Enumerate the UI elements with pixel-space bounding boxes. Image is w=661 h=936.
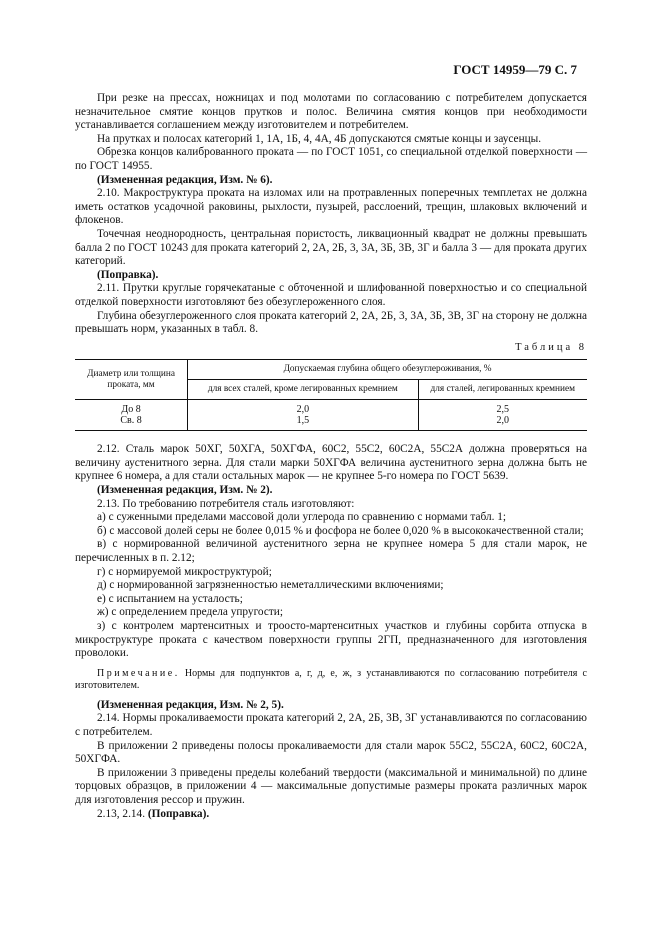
paragraph: 2.11. Прутки круглые горячекатаные с обточенной и шлифованной поверхностью и со специальной отделкой поверхности изготовляют без обезуглероженного слоя. (75, 282, 587, 308)
paragraph: 2.13. По требованию потребителя сталь изготовляют: (97, 497, 355, 510)
cell-all: 2,0 (188, 400, 418, 416)
note-text: Нормы для подпунктов а, г, д, е, ж, з устанавливаются по согласованию потребителя с изготовителем. (75, 667, 587, 691)
cell-si: 2,0 (418, 415, 587, 431)
paragraph: На прутках и полосах категорий 1, 1А, 1Б, 4, 4А, 4Б допускаются смятые концы и заусенцы. (97, 132, 542, 145)
last-line-prefix: 2.13, 2.14. (97, 807, 148, 820)
cell-si: 2,5 (418, 400, 587, 416)
paragraph: д) с нормированной загрязненностью неметаллическими включениями; (97, 579, 444, 592)
paragraph: Глубина обезуглероженного слоя проката категорий 2, 2А, 2Б, 3, 3А, 3Б, 3В, 3Г на сторону не должна превышать норм, указанных в табл. 8. (75, 309, 587, 336)
cell-size: До 8 (121, 404, 141, 416)
paragraph: б) с массовой долей серы не более 0,015 % и фосфора не более 0,020 % в высококачественной стали; (97, 524, 584, 537)
cell-size: Св. 8 (75, 415, 188, 431)
note-label: Примечание. (97, 667, 180, 679)
paragraph: (Поправка). (97, 268, 159, 281)
paragraph: г) с нормируемой микроструктурой; (97, 565, 272, 578)
paragraph: В приложении 2 приведены полосы прокаливаемости для стали марок 55С2, 55С2А, 60С2, 60С2А, 50ХГФА. (75, 739, 587, 766)
paragraphs-block-3 (75, 699, 587, 808)
note (75, 668, 587, 692)
paragraph: Точечная неоднородность, центральная пористость, ликвационный квадрат не должны превышать балла 2 по ГОСТ 10243 для проката категорий 2, 2А, 2Б, 3, 3А, 3Б, 3В, 3Г и балла 3 — для проката других категорий. (75, 227, 587, 268)
table-caption: Таблица 8 (515, 341, 587, 353)
col-header-size: Диаметр или толщина проката, мм (75, 360, 188, 400)
col-header-all: для всех сталей, кроме легированных кремнием (188, 380, 418, 400)
paragraph: 2.14. Нормы прокаливаемости проката категорий 2, 2А, 2Б, 3В, 3Г устанавливаются по согласованию с потребителем. (75, 712, 587, 738)
paragraph: При резке на прессах, ножницах и под молотами по согласованию с потребителем допускается незначительное смятие концов прутков и полос. Величина смятия концов при необходимости устанавливается соглашением между изготовителем и потребителем. (75, 92, 587, 132)
paragraph: Обрезка концов калиброванного проката — по ГОСТ 1051, со специальной отделкой поверхности — по ГОСТ 14955. (75, 146, 587, 172)
table-row (75, 415, 587, 431)
paragraph: з) с контролем мартенситных и троосто-мартенситных участков и глубины сорбита отпуска в микроструктуре проката с качеством поверхности группы 2ГП, предназначенного для изготовления проволоки. (75, 620, 587, 660)
table-row (75, 400, 587, 416)
col-header-si: для сталей, легированных кремнием (418, 380, 587, 400)
paragraph: в) с нормированной величиной аустенитного зерна не крупнее номера 5 для стали марок, не перечисленных в п. 2.12; (75, 538, 587, 565)
cell-all: 1,5 (188, 415, 418, 431)
paragraph: ж) с определением предела упругости; (97, 606, 283, 619)
paragraph: а) с суженными пределами массовой доли углерода по сравнению с нормами табл. 1; (97, 511, 507, 524)
last-line-bold: (Поправка). (147, 807, 210, 820)
document-body (75, 92, 587, 821)
table-8 (75, 359, 587, 431)
group-header: Допускаемая глубина общего обезуглероживания, % (188, 360, 587, 380)
paragraph: (Измененная редакция, Изм. № 6). (97, 173, 273, 186)
paragraph: (Измененная редакция, Изм. № 2). (97, 484, 273, 497)
paragraph: 2.12. Сталь марок 50ХГ, 50ХГА, 50ХГФА, 60С2, 55С2, 60С2А, 55С2А должна проверяться на величину аустенитного зерна. Для стали марки 50ХГФА величина аустенитного зерна должна быть не крупнее 6 номера, а для стали остальных марок — не крупнее 5-го номера по ГОСТ 5639. (75, 443, 587, 483)
paragraph: е) с испытанием на усталость; (97, 592, 243, 605)
paragraphs-block-2 (75, 443, 587, 661)
page-header: ГОСТ 14959—79 С. 7 (453, 62, 577, 77)
last-line (75, 808, 587, 822)
paragraph: В приложении 3 приведены пределы колебаний твердости (максимальной и минимальной) по длине торцовых образцов, в приложении 4 — максимальные допустимые размеры проката различных марок для изготовления рессор и пружин. (75, 766, 587, 806)
paragraphs-block-1 (75, 92, 587, 337)
paragraph: 2.10. Макроструктура проката на изломах или на протравленных поперечных темплетах не должна иметь остатков усадочной раковины, рыхлости, пузырей, расслоений, трещин, шлаковых включений и флокенов. (75, 187, 587, 227)
paragraph: (Измененная редакция, Изм. № 2, 5). (97, 698, 284, 711)
